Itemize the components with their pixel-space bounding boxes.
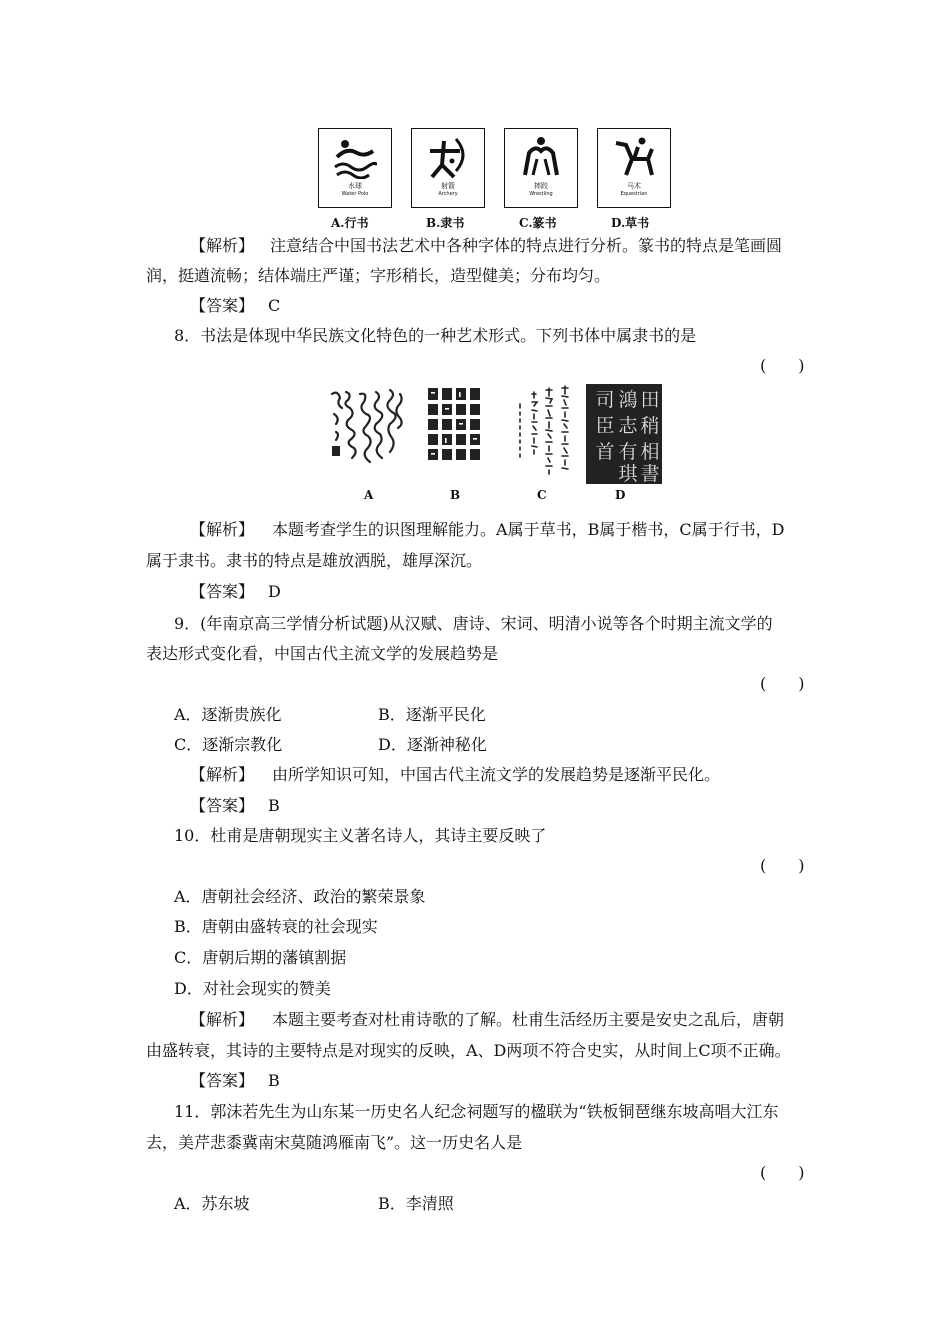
q7-option-label-b: B.隶书 (426, 216, 465, 230)
pictogram-en-label: Water Polo (341, 191, 369, 197)
clerical-char: 志 (618, 415, 638, 437)
calligraphy-image-a (328, 384, 408, 484)
pictogram-en-label: Wrestling (529, 191, 553, 197)
q8-image-label-b: B (450, 488, 461, 502)
clerical-char: 書 (640, 463, 660, 484)
pictogram-en-label: Archery (438, 191, 458, 197)
q7-analysis-cont: 润，挺遒流畅；结体端庄严谨；字形稍长，造型健美；分布均匀。 (146, 266, 611, 285)
answer-tag: 【答案】 (190, 1071, 255, 1090)
q7-pictogram-figure (318, 128, 670, 208)
q9-option-b: B．逐渐平民化 (378, 705, 486, 724)
answer-tag: 【答案】 (190, 582, 255, 601)
q8-answer-bracket: ( ) (760, 356, 805, 375)
q9-stem: 9．(年南京高三学情分析试题)从汉赋、唐诗、宋词、明清小说等各个时期主流文学的 (174, 614, 773, 633)
water-polo-icon (333, 135, 377, 179)
q8-analysis (190, 520, 784, 540)
q10-stem: 10．杜甫是唐朝现实主义著名诗人，其诗主要反映了 (174, 826, 547, 845)
pictogram-cn-label: 水球 (348, 182, 362, 190)
calligraphy-image-d (586, 384, 662, 484)
q10-analysis (190, 1010, 784, 1030)
analysis-text: 本题考查学生的识图理解能力。A属于草书，B属于楷书，C属于行书，D (272, 520, 785, 539)
q7-option-label-c: C.篆书 (519, 216, 557, 230)
pictogram-en-label: Equestrian (620, 191, 648, 197)
answer-tag: 【答案】 (190, 296, 255, 315)
q9-answer-bracket: ( ) (760, 674, 805, 693)
clerical-char: 稍 (640, 415, 660, 437)
cursive-script-icon (328, 384, 408, 484)
calligraphy-image-c (512, 384, 580, 484)
q10-option-d: D．对社会现实的赞美 (174, 979, 331, 998)
q11-answer-bracket: ( ) (760, 1163, 805, 1182)
q8-analysis-cont: 属于隶书。隶书的特点是雄放洒脱，雄厚深沉。 (146, 551, 483, 570)
q8-image-label-d: D (615, 488, 626, 502)
q10-answer-bracket: ( ) (760, 856, 805, 875)
regular-script-icon (424, 384, 486, 484)
clerical-char: 臣 (595, 415, 615, 437)
pictogram-wrestling (504, 128, 578, 208)
pictogram-cn-label: 马术 (627, 182, 641, 190)
q8-answer (190, 582, 281, 602)
answer-value: B (268, 1071, 280, 1090)
q10-option-c: C．唐朝后期的藩镇割据 (174, 948, 347, 967)
q8-image-label-c: C (537, 488, 547, 502)
q11-stem-cont: 去，美芹悲黍冀南宋莫随鸿雁南飞”。这一历史名人是 (146, 1133, 523, 1152)
equestrian-icon (612, 135, 656, 179)
pictogram-cn-label: 射箭 (441, 182, 455, 190)
clerical-char: 首 (595, 441, 615, 463)
clerical-char: 相 (640, 441, 660, 463)
q11-option-a: A．苏东坡 (174, 1194, 250, 1213)
archery-icon (426, 135, 470, 179)
clerical-script-icon (586, 384, 662, 484)
answer-value: C (268, 296, 281, 315)
q10-option-a: A．唐朝社会经济、政治的繁荣景象 (174, 887, 426, 906)
q11-stem: 11．郭沫若先生为山东某一历史名人纪念祠题写的楹联为“铁板铜琶继东坡高唱大江东 (174, 1102, 779, 1121)
pictogram-cn-label: 摔跤 (534, 182, 548, 190)
analysis-text: 注意结合中国书法艺术中各种字体的特点进行分析。篆书的特点是笔画圆 (270, 236, 783, 255)
q9-option-d: D．逐渐神秘化 (378, 735, 487, 754)
q9-stem-cont: 表达形式变化看，中国古代主流文学的发展趋势是 (146, 644, 499, 663)
q10-analysis-cont: 由盛转衰，其诗的主要特点是对现实的反映，A、D两项不符合史实，从时间上C项不正确。 (146, 1041, 791, 1060)
analysis-tag: 【解析】 (190, 765, 255, 784)
q7-answer (190, 296, 280, 316)
q10-answer (190, 1071, 280, 1091)
clerical-char: 司 (595, 389, 615, 411)
q9-answer (190, 796, 280, 816)
clerical-char: 有 (618, 441, 638, 463)
pictogram-water-polo (318, 128, 392, 208)
calligraphy-image-b (424, 384, 486, 484)
q8-image-label-a: A (364, 488, 374, 502)
analysis-text: 本题主要考查对杜甫诗歌的了解。杜甫生活经历主要是安史之乱后，唐朝 (272, 1010, 785, 1029)
answer-tag: 【答案】 (190, 796, 255, 815)
running-script-icon (512, 384, 580, 484)
q9-analysis (190, 765, 720, 785)
clerical-char: 鴻 (618, 389, 638, 411)
analysis-tag: 【解析】 (190, 520, 255, 539)
analysis-tag: 【解析】 (190, 236, 255, 255)
analysis-tag: 【解析】 (190, 1010, 255, 1029)
pictogram-archery (411, 128, 485, 208)
clerical-char: 田 (640, 389, 660, 411)
analysis-text: 由所学知识可知，中国古代主流文学的发展趋势是逐渐平民化。 (272, 765, 721, 784)
clerical-char: 琪 (618, 463, 638, 484)
q8-stem: 8．书法是体现中华民族文化特色的一种艺术形式。下列书体中属隶书的是 (174, 326, 697, 345)
wrestling-icon (519, 135, 563, 179)
q7-option-label-a: A.行书 (331, 216, 369, 230)
answer-value: D (268, 582, 281, 601)
answer-value: B (268, 796, 280, 815)
q10-option-b: B．唐朝由盛转衰的社会现实 (174, 917, 378, 936)
q9-option-a: A．逐渐贵族化 (174, 705, 282, 724)
q11-option-b: B．李清照 (378, 1194, 454, 1213)
q9-option-c: C．逐渐宗教化 (174, 735, 283, 754)
q7-analysis (190, 236, 782, 256)
q7-option-label-d: D.草书 (611, 216, 650, 230)
pictogram-equestrian (597, 128, 671, 208)
